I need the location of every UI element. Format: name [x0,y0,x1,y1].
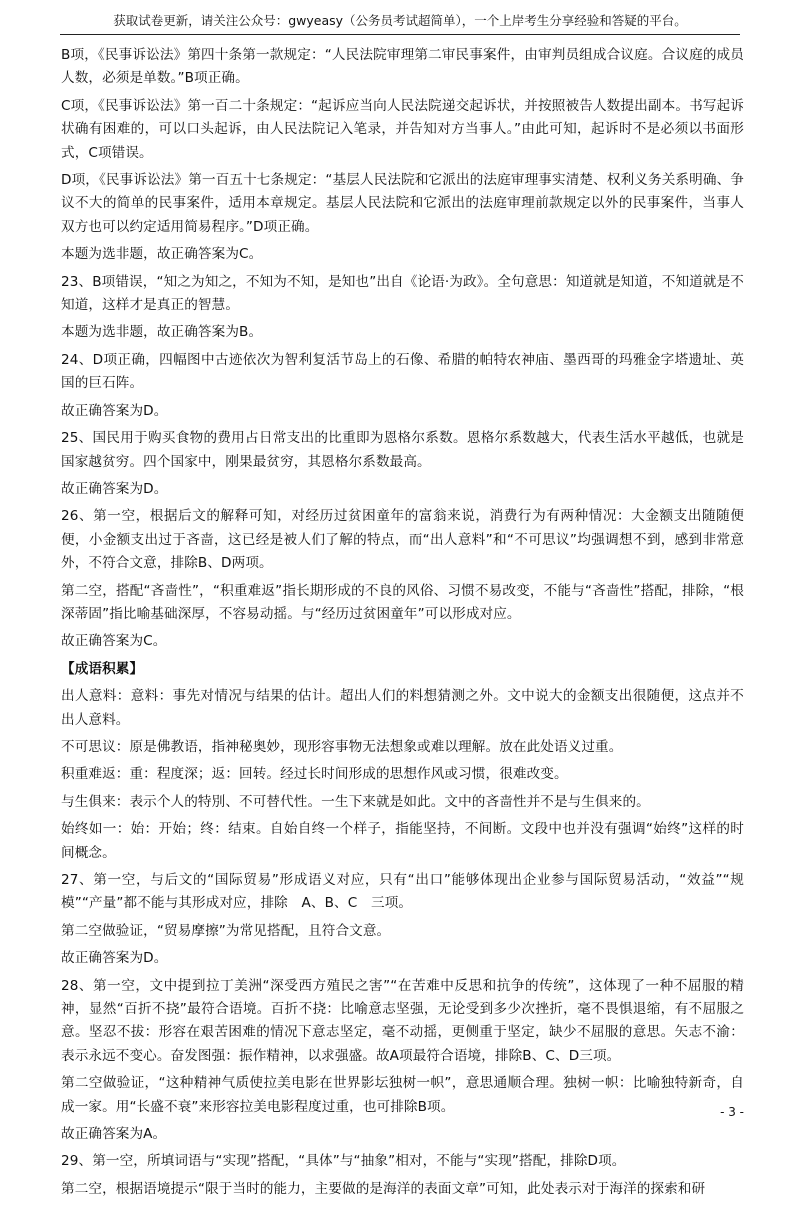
paragraph: 始终如一：始：开始；终：结束。自始自终一个样子，指能坚持，不间断。文段中也并没有强调“始终”这样的时间概念。 [61,821,744,861]
page-header: 获取试卷更新，请关注公众号：gwyeasy（公务员考试超简单），一个上岸考生分享经验和答疑的平台。 [60,8,740,35]
paragraph: 第二空做验证，“这种精神气质使拉美电影在世界影坛独树一帜”，意思通顺合理。独树一帜：比喻独特新奇，自成一家。用“长盛不衰”来形容拉美电影程度过重，也可排除B项。 [61,1075,744,1115]
paragraph: 故正确答案为D。 [61,402,168,419]
paragraph: 出人意料：意料：事先对情况与结果的估计。超出人们的料想猜测之外。文中说大的金额支出很随便，这点并不出人意料。 [61,688,744,728]
paragraph: 26、第一空，根据后文的解释可知，对经历过贫困童年的富翁来说，消费行为有两种情况：大金额支出随随便便，小金额支出过于吝啬，这已经是被人们了解的特点，而“出人意料”和“不可思议”均强调想不到，感到非常意外，不符合文意，排除B、D两项。 [61,508,744,572]
paragraph: 故正确答案为D。 [61,950,168,967]
paragraph: 27、第一空，与后文的“国际贸易”形成语义对应，只有“出口”能够体现出企业参与国际贸易活动，“效益”“规模”“产量”都不能与其形成对应，排除 A、B、C 三项。 [61,872,744,912]
paragraph: 第二空，搭配“吝啬性”，“积重难返”指长期形成的不良的风俗、习惯不易改变，不能与“吝啬性”搭配，排除，“根深蒂固”指比喻基础深厚，不容易动摇。与“经历过贫困童年”可以形成对应。 [61,582,744,622]
paragraph: D项，《民事诉讼法》第一百五十七条规定：“基层人民法院和它派出的法庭审理事实清楚、权利义务关系明确、争议不大的简单的民事案件，适用本章规定。基层人民法院和它派出的法庭审理前款规定以外的民事案件，当事人双方也可以约定适用简易程序。”D项正确。 [61,172,744,235]
paragraph: 24、D项正确，四幅图中古迹依次为智利复活节岛上的石像、希腊的帕特农神庙、墨西哥的玛雅金字塔遗址、英国的巨石阵。 [61,351,744,392]
paragraph: 本题为选非题，故正确答案为C。 [61,246,263,263]
paragraph: 故正确答案为A。 [61,1126,167,1143]
paragraph: 第二空，根据语境提示“限于当时的能力，主要做的是海洋的表面文章”可知，此处表示对于海洋的探索和研 [61,1180,706,1197]
section-heading: 【成语积累】 [61,660,144,677]
paragraph: 积重难返：重：程度深；返：回转。经过长时间形成的思想作风或习惯，很难改变。 [61,766,568,783]
paragraph: 23、B项错误，“知之为知之，不知为不知，是知也”出自《论语·为政》。全句意思：知道就是知道，不知道就是不知道，这样才是真正的智慧。 [61,273,744,314]
paragraph: 28、第一空，文中提到拉丁美洲“深受西方殖民之害”“在苦难中反思和抗争的传统”，这体现了一种不屈服的精神，显然“百折不挠”最符合语境。百折不挠：比喻意志坚强，无论受到多少次挫折，毫不畏惧退缩，有不屈服之意。坚忍不拔：形容在艰苦困难的情况下意志坚定，毫不动摇，更侧重于坚定，缺少不屈服的意思。矢志不渝：表示永远不变心。奋发图强：振作精神，以求强盛。故A项最符合语境，排除B、C、D三项。 [61,977,744,1064]
paragraph: C项，《民事诉讼法》第一百二十条规定：“起诉应当向人民法院递交起诉状，并按照被告人数提出副本。书写起诉状确有困难的，可以口头起诉，由人民法院记入笔录，并告知对方当事人。”由此可知，起诉时不是必须以书面形式，C项错误。 [61,97,744,161]
document-body [61,44,744,1205]
paragraph: 与生俱来：表示个人的特別、不可替代性。一生下来就是如此。文中的吝啬性并不是与生俱来的。 [61,793,650,810]
paragraph: 故正确答案为D。 [61,480,168,497]
paragraph: 第二空做验证，“贸易摩擦”为常见搭配，且符合文意。 [61,922,391,939]
paragraph: 29、第一空，所填词语与“实现”搭配，“具体”与“抽象”相对，不能与“实现”搭配，排除D项。 [61,1153,626,1170]
paragraph: 本题为选非题，故正确答案为B。 [61,324,263,341]
paragraph: 不可思议：原是佛教语，指神秘奥妙，现形容事物无法想象或难以理解。放在此处语义过重。 [61,738,623,755]
paragraph: 故正确答案为C。 [61,633,167,650]
paragraph: 25、国民用于购买食物的费用占日常支出的比重即为恩格尔系数。恩格尔系数越大，代表生活水平越低，也就是国家越贫穷。四个国家中，刚果最贫穷，其恩格尔系数最高。 [61,430,744,470]
page-number: - 3 - [720,1105,744,1119]
paragraph: B项，《民事诉讼法》第四十条第一款规定：“人民法院审理第二审民事案件，由审判员组成合议庭。合议庭的成员人数，必须是单数。”B项正确。 [61,47,744,87]
